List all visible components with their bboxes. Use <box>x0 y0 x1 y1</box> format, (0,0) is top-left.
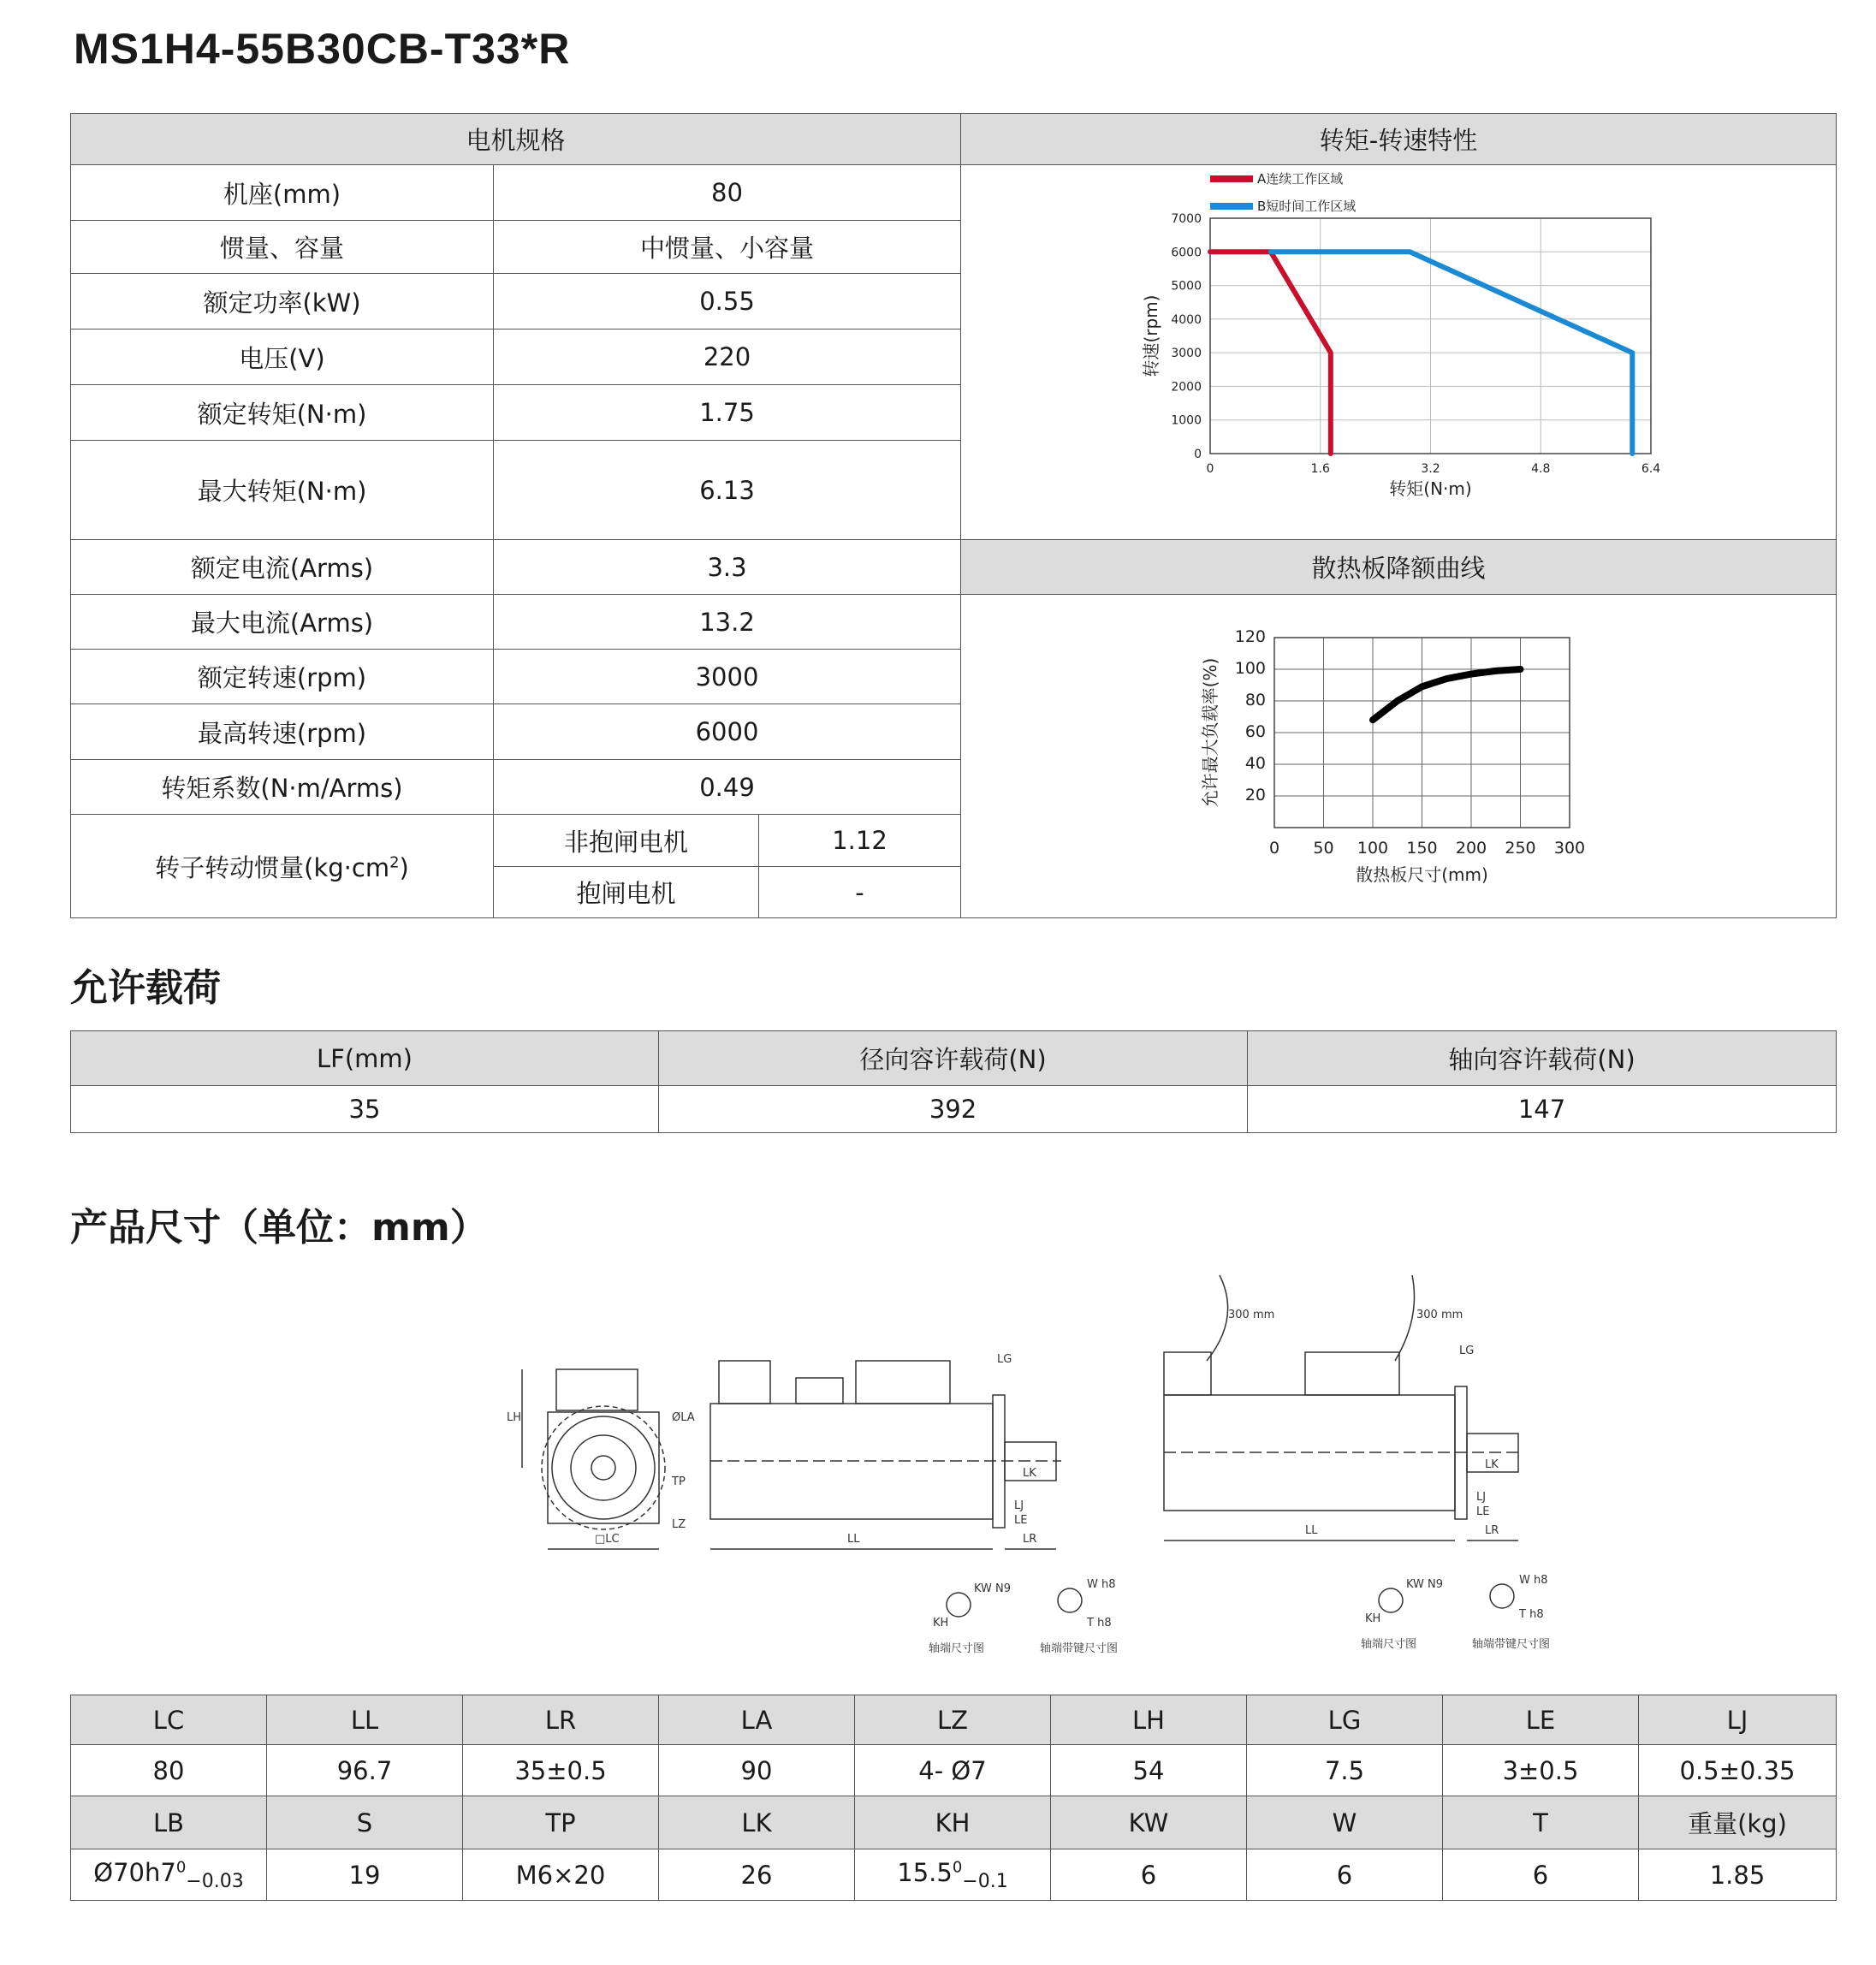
derating-chart-cell <box>961 595 1837 918</box>
label-shaft-dim-2: 轴端尺寸图 <box>1361 1638 1417 1651</box>
y-tick-label: 120 <box>1234 627 1267 646</box>
spec-value: 0.49 <box>494 760 961 815</box>
y-tick-label: 100 <box>1234 659 1267 678</box>
connector-2a <box>1164 1352 1211 1395</box>
inertia-label: 转子转动惯量$(kg\cdot cm^2)$ <box>71 815 494 918</box>
spec-value: 6000 <box>494 704 961 760</box>
dim-value: 96.7 <box>267 1745 463 1796</box>
label-le-2: LE <box>1476 1505 1490 1518</box>
derating-header: 散热板降额曲线 <box>961 540 1837 595</box>
spec-value: 1.75 <box>494 385 961 441</box>
dim-value: 90 <box>659 1745 855 1796</box>
series-line-1 <box>1373 669 1521 720</box>
y-tick-label: 4000 <box>1171 312 1202 327</box>
y-tick-label: 1000 <box>1171 413 1202 428</box>
dim-header: KW <box>1051 1796 1247 1849</box>
dim-header: T <box>1443 1796 1639 1849</box>
dim-value: 6 <box>1247 1849 1443 1901</box>
spec-label: 额定转矩(N·m) <box>71 385 494 441</box>
dim-value: M6×20 <box>463 1849 659 1901</box>
dim-value: 6 <box>1051 1849 1247 1901</box>
dim-header: LZ <box>855 1695 1051 1745</box>
dim-value: 54 <box>1051 1745 1247 1796</box>
front-circle-outer <box>552 1416 655 1519</box>
label-lz: LZ <box>672 1518 686 1531</box>
front-shaft <box>591 1456 615 1480</box>
spec-label: 额定功率(kW) <box>71 274 494 329</box>
dim-header: LK <box>659 1796 855 1849</box>
y-tick-label: 20 <box>1244 786 1267 804</box>
inertia-sub-value: 1.12 <box>759 815 961 867</box>
inertia-sub-value: - <box>759 867 961 918</box>
dim-header: LC <box>71 1695 267 1745</box>
dim-value: 7.5 <box>1247 1745 1443 1796</box>
y-tick-label: 2000 <box>1171 380 1202 395</box>
connector-1c <box>796 1378 843 1404</box>
label-lh: LH <box>507 1411 522 1424</box>
label-la: ØLA <box>672 1411 695 1424</box>
dim-value: 0.5±0.35 <box>1639 1745 1837 1796</box>
spec-label: 额定电流(Arms) <box>71 540 494 595</box>
load-value: 392 <box>659 1086 1248 1133</box>
spec-label: 惯量、容量 <box>71 221 494 274</box>
dim-value: 35±0.5 <box>463 1745 659 1796</box>
x-tick-label: 6.4 <box>1641 462 1661 476</box>
spec-value: 3000 <box>494 650 961 704</box>
load-header: 轴向容许载荷(N) <box>1248 1031 1837 1086</box>
shaft-detail-1 <box>947 1593 971 1617</box>
label-lr-2: LR <box>1485 1524 1499 1537</box>
dimension-drawing <box>505 1267 1618 1669</box>
label-kw-2: KW N9 <box>1406 1578 1444 1591</box>
dim-header: LL <box>267 1695 463 1745</box>
dim-header: LR <box>463 1695 659 1745</box>
cable-1 <box>1207 1275 1228 1361</box>
label-lg: LG <box>997 1353 1012 1366</box>
dimension-table <box>70 1695 1837 1901</box>
front-circle-mid <box>571 1435 636 1500</box>
label-lc: □LC <box>595 1533 620 1546</box>
x-axis-label: 散热板尺寸(mm) <box>1356 864 1488 885</box>
x-tick-label: 200 <box>1455 839 1487 858</box>
torque-speed-chart-cell <box>961 165 1837 540</box>
label-w: W h8 <box>1087 1578 1116 1591</box>
x-tick-label: 100 <box>1357 839 1389 858</box>
x-tick-label: 0 <box>1206 462 1214 476</box>
y-tick-label: 40 <box>1244 754 1267 773</box>
label-lj: LJ <box>1014 1499 1024 1512</box>
dim-value: 4- Ø7 <box>855 1745 1051 1796</box>
dim-value: 3±0.5 <box>1443 1745 1639 1796</box>
inertia-sub-label: 非抱闸电机 <box>494 815 759 867</box>
spec-label: 最大转矩(N·m) <box>71 441 494 540</box>
load-heading: 允许载荷 <box>70 966 221 1010</box>
legend-label-1: A连续工作区域 <box>1257 171 1344 187</box>
dim-header: LH <box>1051 1695 1247 1745</box>
label-kh: KH <box>933 1617 949 1630</box>
label-lg-2: LG <box>1459 1345 1475 1357</box>
dim-value-kh: $15.5^0_{-0.1}$ <box>855 1849 1051 1901</box>
label-le: LE <box>1014 1514 1028 1527</box>
dim-value: 80 <box>71 1745 267 1796</box>
label-shaft-dim: 轴端尺寸图 <box>929 1642 985 1655</box>
y-tick-label: 3000 <box>1171 347 1202 361</box>
load-header: 径向容许载荷(N) <box>659 1031 1248 1086</box>
torque-speed-chart <box>962 165 1835 533</box>
x-axis-label: 转矩(N·m) <box>1389 478 1472 499</box>
spec-value: 6.13 <box>494 441 961 540</box>
x-tick-label: 1.6 <box>1310 462 1330 476</box>
label-lk: LK <box>1023 1467 1036 1480</box>
dim-header: LE <box>1443 1695 1639 1745</box>
dim-header: TP <box>463 1796 659 1849</box>
dim-header: 重量(kg) <box>1639 1796 1837 1849</box>
label-lr: LR <box>1023 1533 1037 1546</box>
spec-value: 0.55 <box>494 274 961 329</box>
y-tick-label: 0 <box>1194 448 1202 461</box>
shaft-detail-4 <box>1490 1584 1514 1608</box>
dim-value-lb: $Ø70h7^0_{-0.03}$ <box>71 1849 267 1901</box>
label-t-2: T h8 <box>1519 1608 1544 1621</box>
y-tick-label: 60 <box>1244 722 1267 741</box>
y-tick-label: 7000 <box>1171 212 1202 226</box>
spec-value: 220 <box>494 329 961 385</box>
x-tick-label: 4.8 <box>1531 462 1551 476</box>
label-lj-2: LJ <box>1476 1491 1487 1504</box>
shaft-detail-3 <box>1379 1588 1403 1612</box>
x-tick-label: 50 <box>1313 839 1334 858</box>
inertia-sub-label: 抱闸电机 <box>494 867 759 918</box>
spec-label: 最大电流(Arms) <box>71 595 494 650</box>
load-value: 147 <box>1248 1086 1837 1133</box>
y-tick-label: 5000 <box>1171 279 1202 294</box>
y-tick-label: 6000 <box>1171 246 1202 260</box>
legend-swatch-1 <box>1210 175 1253 182</box>
spec-value: 3.3 <box>494 540 961 595</box>
connector-1a <box>719 1361 770 1404</box>
spec-value: 中惯量、小容量 <box>494 221 961 274</box>
label-ll: LL <box>847 1533 860 1546</box>
spec-table <box>70 113 1837 918</box>
x-tick-label: 0 <box>1268 839 1280 858</box>
x-tick-label: 150 <box>1406 839 1438 858</box>
dim-header: KH <box>855 1796 1051 1849</box>
spec-header: 电机规格 <box>71 114 961 165</box>
spec-label: 额定转速(rpm) <box>71 650 494 704</box>
dim-header: LB <box>71 1796 267 1849</box>
label-cable-1: 300 mm <box>1228 1309 1275 1321</box>
y-axis-label: 允许最大负载率(%) <box>1200 657 1221 808</box>
spec-label: 最高转速(rpm) <box>71 704 494 760</box>
dim-value: 26 <box>659 1849 855 1901</box>
front-flange <box>548 1412 659 1523</box>
label-lk-2: LK <box>1485 1458 1499 1471</box>
connector-1b <box>856 1361 950 1404</box>
x-tick-label: 3.2 <box>1421 462 1440 476</box>
load-value: 35 <box>71 1086 659 1133</box>
page-title: MS1H4-55B30CB-T33*R <box>74 25 571 73</box>
x-tick-label: 250 <box>1505 839 1536 858</box>
y-tick-label: 80 <box>1244 691 1267 709</box>
load-table <box>70 1030 1837 1133</box>
connector-2b <box>1305 1352 1399 1395</box>
dim-value: 19 <box>267 1849 463 1901</box>
legend-label-2: B短时间工作区域 <box>1257 199 1357 214</box>
dim-header: LA <box>659 1695 855 1745</box>
x-tick-label: 300 <box>1553 839 1586 858</box>
dim-header: W <box>1247 1796 1443 1849</box>
dim-header: LJ <box>1639 1695 1837 1745</box>
spec-label: 电压(V) <box>71 329 494 385</box>
label-kh-2: KH <box>1365 1612 1381 1625</box>
shaft-detail-2 <box>1058 1588 1082 1612</box>
torque-speed-header: 转矩-转速特性 <box>961 114 1837 165</box>
dim-header: S <box>267 1796 463 1849</box>
y-axis-label: 转速(rpm) <box>1141 294 1162 377</box>
dim-value: 6 <box>1443 1849 1639 1901</box>
spec-value: 80 <box>494 165 961 221</box>
spec-label: 机座(mm) <box>71 165 494 221</box>
dim-value: 1.85 <box>1639 1849 1837 1901</box>
front-pcd <box>542 1406 665 1529</box>
load-header: LF(mm) <box>71 1031 659 1086</box>
label-shaft-key-dim-2: 轴端带键尺寸图 <box>1472 1638 1551 1651</box>
derating-chart <box>962 595 1835 911</box>
front-connector <box>556 1369 638 1410</box>
label-cable-2: 300 mm <box>1416 1309 1463 1321</box>
cable-2 <box>1395 1275 1415 1361</box>
label-kw: KW N9 <box>974 1582 1012 1595</box>
label-shaft-key-dim: 轴端带键尺寸图 <box>1040 1642 1119 1655</box>
label-tp: TP <box>672 1475 686 1488</box>
label-ll-2: LL <box>1305 1524 1318 1537</box>
dim-header: LG <box>1247 1695 1443 1745</box>
dim-heading: 产品尺寸（单位：mm） <box>70 1206 488 1250</box>
spec-value: 13.2 <box>494 595 961 650</box>
spec-label: 转矩系数(N·m/Arms) <box>71 760 494 815</box>
label-w-2: W h8 <box>1519 1574 1548 1587</box>
legend-swatch-2 <box>1210 203 1253 210</box>
label-t: T h8 <box>1087 1617 1112 1630</box>
